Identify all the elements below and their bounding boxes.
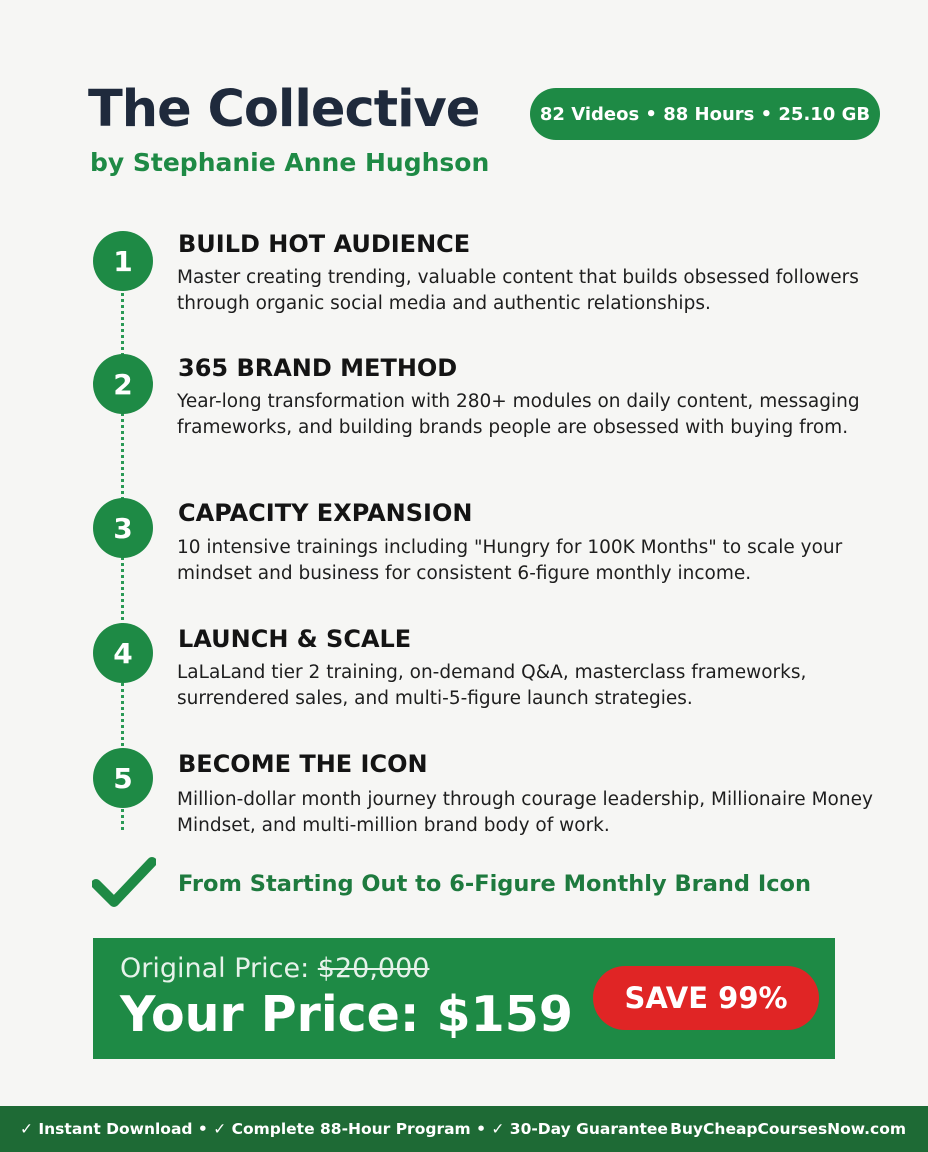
step-description: Million-dollar month journey through courage leadership, Millionaire Money Mindset, and multi-million brand body of work. <box>177 789 873 836</box>
tagline: From Starting Out to 6-Figure Monthly Brand Icon <box>178 871 812 897</box>
step-heading: BUILD HOT AUDIENCE <box>178 230 471 258</box>
your-price: Your Price: $159 <box>120 986 573 1043</box>
original-price-amount: $20,000 <box>317 953 430 984</box>
save-badge: SAVE 99% <box>593 966 819 1030</box>
checkmark-icon <box>92 854 156 908</box>
step-number-badge: 5 <box>93 748 153 808</box>
step-number-badge: 3 <box>93 498 153 558</box>
step-heading: LAUNCH & SCALE <box>178 625 412 653</box>
footer-bar <box>0 1106 928 1152</box>
course-stats-badge: 82 Videos • 88 Hours • 25.10 GB <box>530 88 880 140</box>
footer-features: ✓ Instant Download • ✓ Complete 88-Hour Program • ✓ 30-Day Guarantee <box>20 1120 668 1138</box>
price-box <box>93 938 835 1059</box>
step-number-badge: 1 <box>93 231 153 291</box>
step-heading: CAPACITY EXPANSION <box>178 499 473 527</box>
step-heading: BECOME THE ICON <box>178 750 428 778</box>
step-description: 10 intensive trainings including "Hungry for 100K Months" to scale your mindset and business for consistent 6-figure monthly income. <box>177 537 843 584</box>
step-number-badge: 2 <box>93 354 153 414</box>
step-description: Master creating trending, valuable content that builds obsessed followers through organic social media and authentic relationships. <box>177 267 859 314</box>
page-title: The Collective <box>88 80 480 139</box>
step-heading: 365 BRAND METHOD <box>178 354 458 382</box>
step-description: LaLaLand tier 2 training, on-demand Q&A, masterclass frameworks, surrendered sales, and multi-5-figure launch strategies. <box>177 662 807 709</box>
footer-site-link[interactable]: BuyCheapCoursesNow.com <box>670 1120 906 1138</box>
step-description: Year-long transformation with 280+ modules on daily content, messaging frameworks, and building brands people are obsessed with buying from. <box>177 391 860 438</box>
original-price <box>120 952 429 986</box>
author-subtitle: by Stephanie Anne Hughson <box>90 148 490 177</box>
original-price-label: Original Price: <box>120 953 318 984</box>
step-number-badge: 4 <box>93 623 153 683</box>
